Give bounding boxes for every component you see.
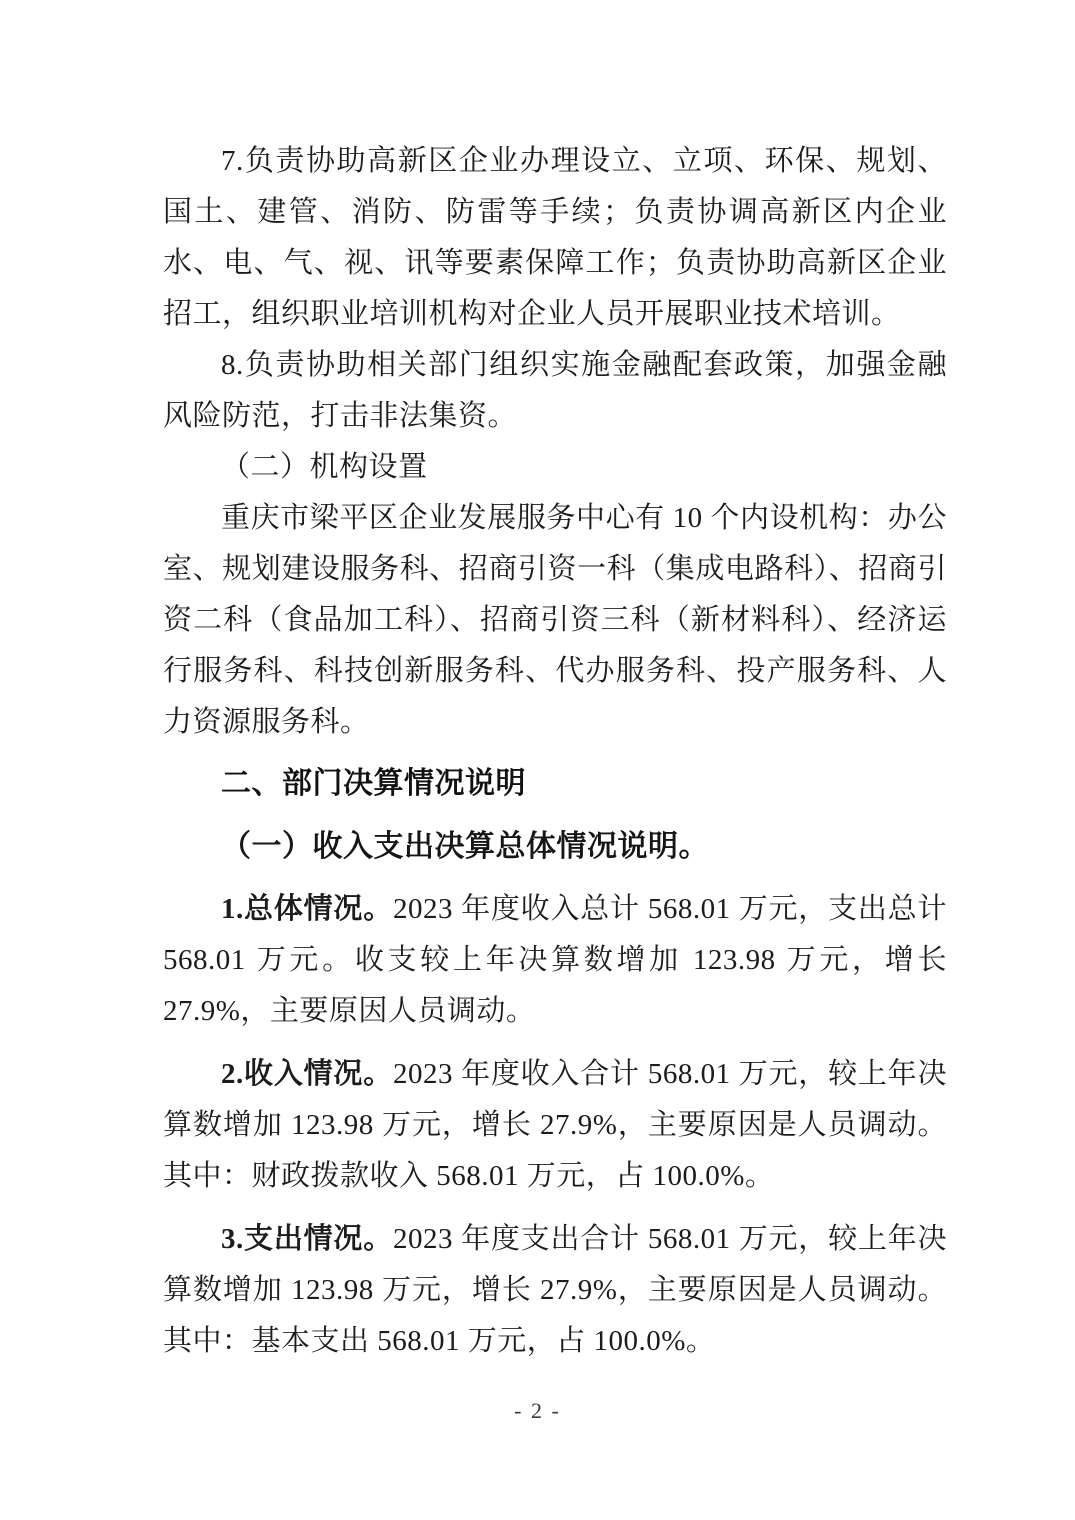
income-situation-text: 2023 年度收入合计 568.01 万元，较上年决算数增加 123.98 万元，增长 27.9%，主要原因是人员调动。其中：财政拨款收入 568.01 万元，占 100.0%。 — [163, 1058, 947, 1192]
overall-situation-text: 2023 年度收入总计 568.01 万元，支出总计 568.01 万元。收支较上年决算数增加 123.98 万元，增长 27.9%，主要原因人员调动。 — [163, 893, 947, 1027]
overall-situation-lead: 1.总体情况。 — [221, 893, 394, 925]
paragraph-overall-situation — [163, 884, 947, 1037]
paragraph-expenditure-situation — [163, 1214, 947, 1367]
heading-part-two: 二、部门决算情况说明 — [221, 767, 526, 800]
section-heading-org-setup: （二）机构设置 — [221, 451, 428, 483]
document-body — [163, 136, 947, 1367]
subheading-overall-statement: （一）收入支出决算总体情况说明。 — [221, 830, 709, 863]
paragraph-duty-8: 8.负责协助相关部门组织实施金融配套政策，加强金融风险防范，打击非法集资。 — [163, 349, 947, 432]
paragraph-income-situation — [163, 1049, 947, 1202]
income-situation-lead: 2.收入情况。 — [221, 1058, 394, 1090]
expenditure-situation-lead: 3.支出情况。 — [221, 1223, 394, 1255]
page-footer — [0, 1396, 1075, 1426]
paragraph-org-structure: 重庆市梁平区企业发展服务中心有 10 个内设机构：办公室、规划建设服务科、招商引资一科（集成电路科）、招商引资二科（食品加工科）、招商引资三科（新材料科）、经济运行服务科、科技创新服务科、代办服务科、投产服务科、人力资源服务科。 — [163, 502, 947, 738]
page-number: - 2 - — [514, 1398, 561, 1423]
expenditure-situation-text: 2023 年度支出合计 568.01 万元，较上年决算数增加 123.98 万元，增长 27.9%，主要原因是人员调动。其中：基本支出 568.01 万元，占 100.0%。 — [163, 1223, 947, 1357]
paragraph-duty-7: 7.负责协助高新区企业办理设立、立项、环保、规划、国土、建管、消防、防雷等手续；负责协调高新区内企业水、电、气、视、讯等要素保障工作；负责协助高新区企业招工，组织职业培训机构对企业人员开展职业技术培训。 — [163, 145, 947, 330]
